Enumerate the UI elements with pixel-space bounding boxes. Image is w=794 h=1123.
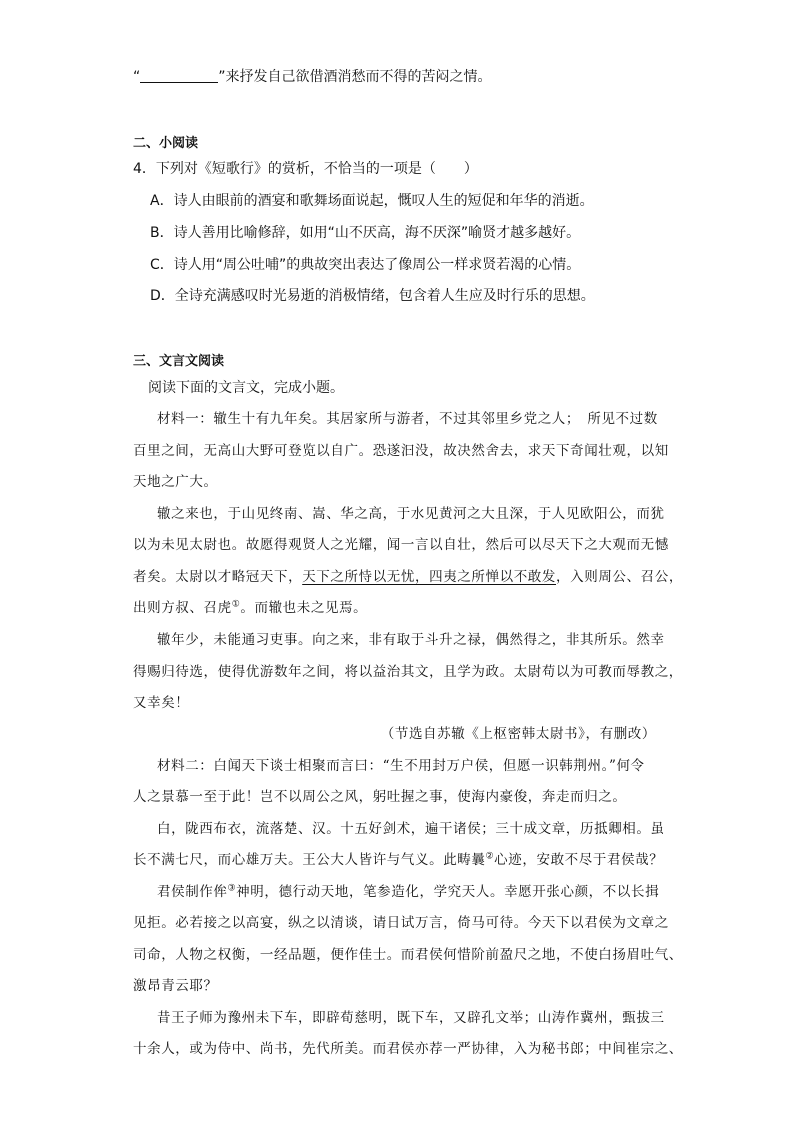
option-a[interactable]: A．诗人由眼前的酒宴和歌舞场面说起，慨叹人生的短促和年华的消逝。: [150, 193, 594, 209]
passage-line: 材料二：白闻天下谈士相聚而言曰：“生不用封万户侯，但愿一识韩荆州。”何令: [157, 758, 645, 774]
underlined-sentence: 天下之所恃以无忧，四夷之所惮以不敢发: [302, 569, 557, 585]
passage-line: 天地之广大。: [133, 474, 218, 490]
passage-line: 昔王子师为豫州未下车，即辟荀慈明，既下车，又辟孔文举；山涛作冀州，甄拔三: [157, 1010, 665, 1026]
section-3-title: 三、文言文阅读: [133, 354, 225, 369]
passage-line: 者矣。太尉以才略冠天下，天下之所恃以无忧，四夷之所惮以不敢发，入则周公、召公，: [133, 569, 683, 585]
passage-line: 十余人，或为侍中、尚书，先代所美。而君侯亦荐一严协律，入为秘书郎；中间崔宗之、: [133, 1041, 683, 1057]
fill-in-text: 来抒发自己欲借酒消愁而不得的苦闷之情。: [225, 69, 492, 85]
passage-line: 百里之间，无高山大野可登览以自广。恐遂汩没，故决然舍去，求天下奇闻壮观，以知: [133, 443, 669, 459]
footnote-2-marker: ②: [485, 851, 495, 862]
passage-line: 辙之来也，于山见终南、嵩、华之高，于水见黄河之大且深，于人见欧阳公，而犹: [157, 506, 665, 522]
question-4: 4．下列对《短歌行》的赏析，不恰当的一项是（ ）: [133, 161, 478, 177]
passage-line: 白，陇西布衣，流落楚、汉。十五好剑术，遍干诸侯；三十成文章，历抵卿相。虽: [157, 821, 665, 837]
passage-line: 材料一：辙生十有九年矣。其居家所与游者，不过其邻里乡党之人； 所见不过数: [157, 411, 658, 427]
answer-blank[interactable]: [140, 68, 218, 83]
footnote-1-marker: ①: [231, 599, 241, 610]
close-quote: ”: [218, 69, 226, 85]
passage-line: 司命，人物之权衡，一经品题，便作佳士。而君侯何惜阶前盈尺之地，不使白扬眉吐气、: [133, 947, 683, 963]
section-2-title: 二、小阅读: [133, 136, 199, 151]
passage-line: 长不满七尺，而心雄万夫。王公大人皆许与气义。此畴曩②心迹，安敢不尽于君侯哉？: [133, 851, 664, 868]
passage-line: 得赐归待选，使得优游数年之间，将以益治其文，且学为政。太尉苟以为可教而辱教之，: [133, 664, 683, 680]
passage-line: 君侯制作侔③神明，德行动天地，笔参造化，学究天人。幸愿开张心颜，不以长揖: [157, 883, 660, 900]
fill-in-line: [133, 67, 492, 87]
option-c[interactable]: C．诗人用“周公吐哺”的典故突出表达了像周公一样求贤若渴的心情。: [150, 257, 581, 273]
source-citation: （节选自苏辙《上枢密韩太尉书》，有删改）: [380, 726, 656, 742]
passage-line: 激昂青云耶？: [133, 978, 218, 994]
passage-line: 又幸矣！: [133, 695, 190, 711]
passage-line: 见拒。必若接之以高宴，纵之以清谈，请日试万言，倚马可待。今天下以君侯为文章之: [133, 915, 669, 931]
reading-intro: 阅读下面的文言文，完成小题。: [148, 380, 344, 396]
passage-line: 出则方叔、召虎①。而辙也未之见焉。: [133, 599, 368, 616]
option-d[interactable]: D．全诗充满感叹时光易逝的消极情绪，包含着人生应及时行乐的思想。: [150, 288, 595, 304]
passage-line: 以为未见太尉也。故愿得观贤人之光耀，闻一言以自壮，然后可以尽天下之大观而无憾: [133, 537, 669, 553]
footnote-3-marker: ③: [227, 883, 237, 894]
option-b[interactable]: B．诗人善用比喻修辞，如用“山不厌高，海不厌深”喻贤才越多越好。: [150, 225, 581, 241]
passage-line: 人之景慕一至于此！岂不以周公之风，躬吐握之事，使海内豪俊，奔走而归之。: [133, 789, 627, 805]
passage-line: 辙年少，未能通习吏事。向之来，非有取于斗升之禄，偶然得之，非其所乐。然幸: [157, 632, 665, 648]
open-quote: “: [133, 69, 141, 85]
